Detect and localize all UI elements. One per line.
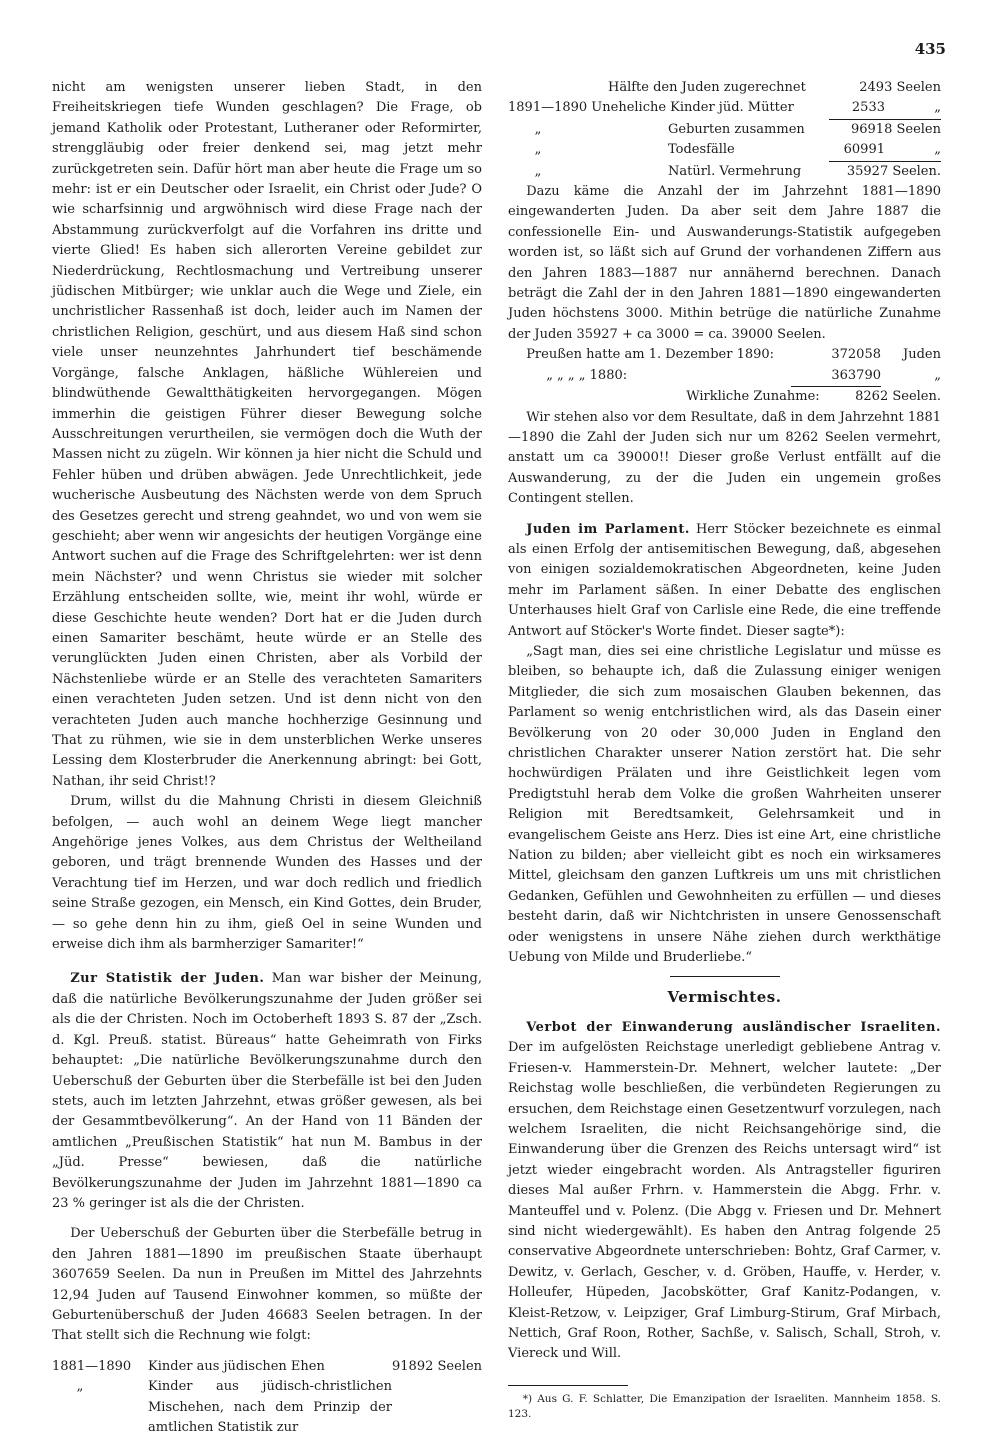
section-divider — [670, 976, 780, 977]
value-cell: 91892 Seelen — [392, 1358, 483, 1374]
description-cell: Kinder aus jüdischen Ehen — [148, 1358, 325, 1374]
statistics-row — [508, 78, 941, 98]
body-paragraph: Der Ueberschuß der Geburten über die Sterbefälle betrug in den Jahren 1881—1890 im preußischen Staate überhaupt 3607659 Seelen. Da nun in Preußen im Mittel des Jahrzehnts 12,94 Juden auf Tausend Einwohner kommen, so müßte der Geburtenüberschuß der Juden 46683 Seelen betragen. In der That stellt sich die Rechnung wie folgt: — [52, 1226, 482, 1344]
period-cell: „ — [76, 1379, 84, 1395]
prussia-unit: Juden — [903, 347, 941, 363]
statistics-unit: „ — [885, 98, 941, 119]
section-title: Vermischtes. — [667, 988, 782, 1007]
prussia-unit: „ — [934, 367, 941, 383]
prussia-row — [508, 345, 941, 365]
prussia-label: Wirkliche Zunahme: — [686, 389, 820, 405]
statistics-label: Natürl. Vermehrung — [668, 163, 802, 179]
statistics-row — [508, 120, 941, 140]
statistics-value: 2493 Seelen — [859, 80, 941, 95]
prussia-row — [508, 387, 941, 407]
period-cell: 1881—1890 — [52, 1358, 132, 1374]
statistics-row — [508, 98, 941, 119]
prussia-label: Preußen hatte am 1. Dezember 1890: — [526, 347, 775, 363]
article-text: Herr Stöcker bezeichnete es einmal als einen Erfolg der antisemitischen Bewegung, daß, abgesehen von einigen sozialdemokratischen Abgeordneten, keine Juden mehr im Parlament säßen. In einer Debatte des englischen Unterhauses hielt Graf von Carlisle eine Rede, die eine treffende Antwort auf Stöcker's Worte findet. Dieser sagte*): — [508, 521, 942, 639]
body-paragraph: Drum, willst du die Mahnung Christi in diesem Gleichniß befolgen, — auch wohl an deinem Wege liegt mancher Angehörige jenes Volkes, aus dem Christus der Weltheiland geboren, und trägt brennende Wunden des Hasses und der Verachtung tief im Herzen, und war doch redlich und friedlich seine Straße gezogen, ein Mensch, ein Kind Gottes, dein Bruder, — so gehe denn hin zu ihm, gieß Oel in seine Wunden und erweise dich ihm als barmherziger Samariter!“ — [52, 794, 482, 953]
statistics-label: Geburten zusammen — [668, 121, 805, 137]
article-heading: Verbot der Einwanderung ausländischer Israeliten. — [526, 1019, 941, 1035]
footnote: *) Aus G. F. Schlatter, Die Emanzipation der Israeliten. Mannheim 1858. S. 123. — [508, 1392, 941, 1420]
prussia-row — [508, 366, 941, 387]
prussia-value: 372058 — [831, 347, 881, 363]
article-text: Der im aufgelösten Reichstage unerledigt gebliebene Antrag v. Friesen-v. Hammerstein-Dr. Mehnert, welcher lautete: „Der Reichstag wolle beschließen, die verbündeten Regierungen zu ersuchen, dem Reichstage einen Gesetzentwurf vorzulegen, nach welchem Israeliten, die nicht Reichsangehörige sind, die Einwanderung über die Grenzen des Reichs untersagt wird“ ist jetzt wieder eingebracht worden. Als Antragsteller figuriren dieses Mal außer Frhrn. v. Hammerstein die Abgg. Frhr. v. Manteuffel und v. Polenz. (Die Abgg v. Friesen und Dr. Mehnert sind nicht wiedergewählt). Es haben den Antrag folgende 25 conservative Abgeordnete unterschrieben: Bohtz, Graf Carmer, v. Dewitz, v. Gerlach, Gescher, v. d. Gröben, Hauffe, v. Herder, v. Holleufer, Hüpeden, Jacobskötter, Graf Kanitz-Podangen, v. Kleist-Retzow, v. Leipziger, Graf Limburg-Stirum, Graf Mirbach, Nettich, Graf Roon, Rother, Sachße, v. Salisch, Schall, Stroh, v. Viereck und Will. — [508, 1040, 941, 1362]
ditto-mark: „ — [534, 121, 542, 137]
statistics-row — [508, 140, 941, 161]
statistics-unit: „ — [885, 140, 941, 161]
ditto-mark: „ — [534, 142, 542, 158]
prussia-label: „ „ „ „ 1880: — [546, 367, 628, 383]
article-parlament — [508, 520, 941, 642]
statistics-value: 96918 Seelen — [850, 121, 941, 137]
statistics-label: Hälfte den Juden zugerechnet — [608, 80, 806, 95]
left-column — [52, 78, 482, 1438]
footnote-divider — [508, 1385, 628, 1386]
right-column — [508, 78, 941, 1422]
statistics-row — [52, 1357, 482, 1377]
quote-paragraph: „Sagt man, dies sei eine christliche Legislatur und müsse es bleiben, so behaupte ich, daß die Zulassung einiger wenigen Mitglieder, die sich zum mosaischen Glauben bekennen, das Parlament so wenig entchristlichen wird, als das Dasein einer Bevölkerung von 20 oder 30,000 Juden in England den christlichen Charakter unserer Nation zerstört hat. Die sehr hochwürdigen Prälaten und ihre Geistlichkeit legen vom Predigtstuhl herab dem Volke die großen Wahrheiten unserer Religion mit Beredtsamkeit, Gelehrsamkeit und in evangelischem Geiste ans Herz. Dies ist eine Art, eine christliche Nation zu bilden; aber vielleicht gibt es noch ein wirksameres Mittel, gleichsam den ganzen Luftkreis um uns mit christlichen Gedanken, Gefühlen und Gewohnheiten zu erfüllen — und dieses besteht darin, daß wir Nichtchristen in unsere Genossenschaft oder wenigstens in unsere Nähe ziehen durch werkthätige Uebung von Milde und Bruderliebe.“ — [508, 643, 941, 966]
body-paragraph: nicht am wenigsten unserer lieben Stadt, in den Freiheitskriegen tiefe Wunden geschlagen? Die Frage, ob jemand Katholik oder Protestant, Lutheraner oder Reformirter, strenggläubig oder freier denkend sei, mag jetzt mehr zurückgetreten sein. Dafür hört man aber heute die Frage um so mehr: ist er ein Deutscher oder Israelit, ein Christ oder Jude? O wie scharfsinnig und argwöhnisch wird diese Frage nach der Abstammung zurückverfolgt auf die Vorfahren ins dritte und vierte Glied! Es haben sich allerorten Vereine gebildet zur Niederdrückung, Rechtlosmachung und Vertreibung unserer jüdischen Mitbürger; wie unklar auch die Wege und Ziele, ein unchristlicher Rassenhaß ist doch, leider auch im Namen der christlichen Religion, geschürt, und aus diesem Haß sind schon viele unser neunzehntes Jahrhundert tief beschämende Vorgänge, falsche Anklagen, häßliche Wühlereien und blindwüthende Gewaltthätigkeiten hervorgegangen. Mögen immerhin die geistigen Führer dieser Bewegung solche Ausschreitungen verurtheilen, sie vermögen doch die Wuth der Massen nicht zu zügeln. Wir können ja hier nicht die Schuld und Fehler hüben und drüben abwägen. Jede Unrechtlichkeit, jede wucherische Ausbeutung des Nächsten werde von dem Spruch des Gesetzes gerecht und streng geahndet, wo und von wem sie geschieht; aber wenn wir angesichts der heutigen Vorgänge eine Antwort suchen auf die Frage des Schriftgelehrten: wer ist denn mein Nächster? und wenn Christus sie wieder mit solcher Erzählung entscheiden sollte, wie, meint ihr wohl, würde er diese Geschichte heute wenden? Dort hat er die Juden durch einen Samariter beschämt, heute würde er an Stelle des verunglückten Juden einen Christen, aber als Vorbild der Nächstenliebe würde er an Stelle des verachteten Samariters einen verachteten Juden setzen. Und ist denn nicht von den verachteten Juden auch manche hochherzige Gesinnung und That zu rühmen, wie sie in dem unsterblichen Werke unseres Lessing dem Klosterbruder die Anerkennung abringt: bei Gott, Nathan, ihr seid Christ!? — [52, 80, 482, 789]
prussia-value: 363790 — [791, 366, 881, 387]
body-paragraph: Dazu käme die Anzahl der im Jahrzehnt 1881—1890 eingewanderten Juden. Da aber seit dem Jahre 1887 die confessionelle Ein- und Auswanderungs-Statistik aufgegeben worden ist, so läßt sich auf Grund der vorhandenen Ziffern aus den Jahren 1883—1887 nur annähernd berechnen. Danach beträgt die Zahl der in den Jahren 1881—1890 eingewanderten Juden höchstens 3000. Mithin betrüge die natürliche Zunahme der Juden 35927 + ca 3000 = ca. 39000 Seelen. — [508, 184, 941, 342]
ditto-mark: „ — [534, 163, 542, 179]
statistics-value: 2533 — [829, 98, 885, 119]
body-paragraph: Wir stehen also vor dem Resultate, daß in dem Jahrzehnt 1881—1890 die Zahl der Juden sich nur um 8262 Seelen vermehrt, anstatt um ca 39000!! Dieser große Verlust entfällt auf die Auswanderung, zu der die Juden ein ungemein großes Contingent stellen. — [508, 409, 941, 507]
statistics-row — [508, 162, 941, 182]
article-heading: Zur Statistik der Juden. — [70, 971, 265, 987]
description-cell: Kinder aus jüdisch-christlichen Mischehen, nach dem Prinzip der amtlichen Statistik zur — [148, 1379, 392, 1435]
article-statistik — [52, 969, 482, 1214]
prussia-value: 8262 Seelen. — [855, 389, 941, 405]
statistics-value: 35927 Seelen. — [846, 163, 941, 179]
statistics-label: 1891—1890 Uneheliche Kinder jüd. Mütter — [508, 100, 794, 116]
statistics-row — [52, 1377, 482, 1438]
statistics-value: 60991 — [829, 140, 885, 161]
page-number: 435 — [914, 40, 946, 58]
article-verbot — [508, 1018, 941, 1365]
article-heading: Juden im Parlament. — [526, 521, 690, 537]
statistics-label: Todesfälle — [668, 142, 735, 158]
article-text: Man war bisher der Meinung, daß die natürliche Bevölkerungszunahme der Juden größer sei als die der Christen. Noch im Octoberheft 1893 S. 87 der „Zsch. d. Kgl. Preuß. statist. Büreaus“ hatte Geheimrath von Firks behauptet: „Die natürliche Bevölkerungszunahme durch den Ueberschuß der Geburten über die Sterbefälle ist bei den Juden stets, auch im letzten Jahrzehnt, etwas größer gewesen, als bei der Gesammtbevölkerung“. An der Hand von 11 Bänden der amtlichen „Preußischen Statistik“ hat nun M. Bambus in der „Jüd. Presse“ bewiesen, daß die natürliche Bevölkerungszunahme der Juden im Jahrzehnt 1881—1890 ca 23 % geringer ist als die der Christen. — [52, 971, 482, 1211]
